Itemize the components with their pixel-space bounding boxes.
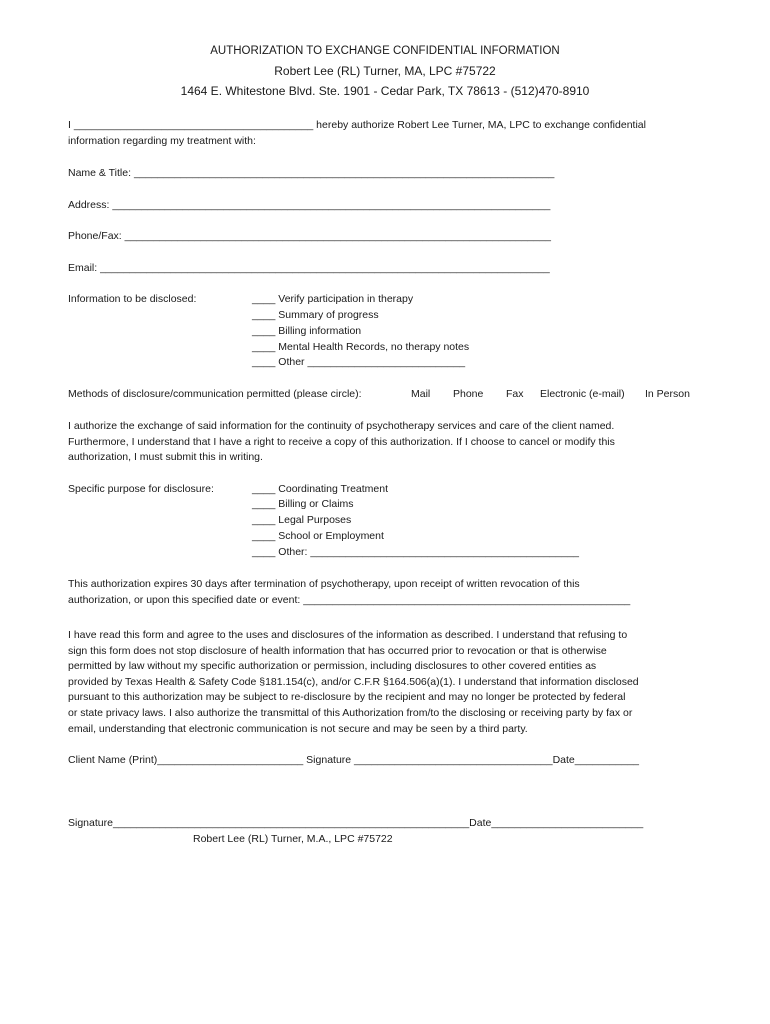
agreement-line: sign this form does not stop disclosure of health information that has occurred prior to revocation or that is otherwise	[68, 644, 607, 657]
agreement-line: I have read this form and agree to the uses and disclosures of the information as described. I understand that refusing to	[68, 629, 628, 641]
email-field[interactable]: Email: _____________________________________________________________________________	[68, 262, 550, 274]
authorization-line: Furthermore, I understand that I have a right to receive a copy of this authorization. If I choose to cancel or modify this	[68, 435, 615, 448]
agreement-line: permitted by law without my specific authorization or permission, including disclosures to other covered entities as	[68, 660, 597, 673]
info-option-other[interactable]: ____ Other ___________________________	[252, 356, 466, 368]
expiration-paragraph	[68, 577, 708, 608]
agreement-line: or state privacy laws. I also authorize the transmittal of this Authorization from/to the disclosing or receiving party by fax or	[68, 706, 633, 719]
methods-label: Methods of disclosure/communication permitted (please circle):	[68, 388, 362, 400]
method-email[interactable]: Electronic (e-mail)	[540, 388, 625, 400]
purpose-option-coordinating[interactable]: ____ Coordinating Treatment	[252, 483, 389, 495]
purpose-option-other[interactable]: ____ Other: ______________________________________________	[252, 546, 579, 558]
agreement-line: email, understanding that electronic communication is not secure and may be seen by a third party.	[68, 722, 528, 735]
agreement-paragraph	[68, 628, 708, 737]
purpose-option-legal[interactable]: ____ Legal Purposes	[252, 514, 352, 526]
phone-fax-field[interactable]: Phone/Fax: _________________________________________________________________________	[68, 230, 551, 242]
agreement-line: pursuant to this authorization may be subject to re-disclosure by the recipient and may no longer be protected by federal	[68, 691, 626, 704]
method-in-person[interactable]: In Person	[645, 388, 690, 400]
provider-name: Robert Lee (RL) Turner, MA, LPC #75722	[274, 64, 496, 78]
authorization-paragraph	[68, 419, 708, 466]
purpose-label: Specific purpose for disclosure:	[68, 483, 214, 495]
expiration-line: This authorization expires 30 days after termination of psychotherapy, upon receipt of written revocation of this	[68, 578, 580, 590]
authorization-line: authorization, I must submit this in writing.	[68, 451, 263, 464]
method-mail[interactable]: Mail	[411, 388, 431, 400]
agreement-line: provided by Texas Health & Safety Code §181.154(c), and/or C.F.R §164.506(a)(1). I understand that information disclosed	[68, 675, 639, 688]
method-fax[interactable]: Fax	[506, 388, 524, 400]
intro-line-2: information regarding my treatment with:	[68, 135, 256, 147]
info-disclosed-label: Information to be disclosed:	[68, 293, 197, 305]
intro-line-1: I _________________________________________ hereby authorize Robert Lee Turner, MA, LPC to exchange confidential	[68, 119, 646, 131]
signature-caption: Robert Lee (RL) Turner, M.A., LPC #75722	[193, 833, 393, 845]
authorization-line: I authorize the exchange of said information for the continuity of psychotherapy services and care of the client named.	[68, 420, 615, 432]
expiration-date-field[interactable]: authorization, or upon this specified date or event: ________________________________________________________	[68, 593, 631, 606]
address-field[interactable]: Address: ___________________________________________________________________________	[68, 199, 551, 211]
name-title-field[interactable]: Name & Title: ________________________________________________________________________	[68, 167, 555, 179]
client-signature-line[interactable]: Client Name (Print)_________________________ Signature __________________________________Date___________	[68, 754, 640, 766]
therapist-signature-line[interactable]: Signature_____________________________________________________________Date__________________________	[68, 817, 644, 829]
method-phone[interactable]: Phone	[453, 388, 484, 400]
provider-address: 1464 E. Whitestone Blvd. Ste. 1901 - Cedar Park, TX 78613 - (512)470-8910	[180, 84, 590, 98]
purpose-option-school[interactable]: ____ School or Employment	[252, 530, 384, 542]
info-option-summary[interactable]: ____ Summary of progress	[252, 309, 379, 321]
info-option-verify[interactable]: ____ Verify participation in therapy	[252, 293, 414, 305]
info-option-records[interactable]: ____ Mental Health Records, no therapy notes	[252, 341, 470, 353]
purpose-option-billing[interactable]: ____ Billing or Claims	[252, 498, 354, 510]
info-option-billing[interactable]: ____ Billing information	[252, 325, 362, 337]
form-title: AUTHORIZATION TO EXCHANGE CONFIDENTIAL INFORMATION	[210, 45, 560, 57]
